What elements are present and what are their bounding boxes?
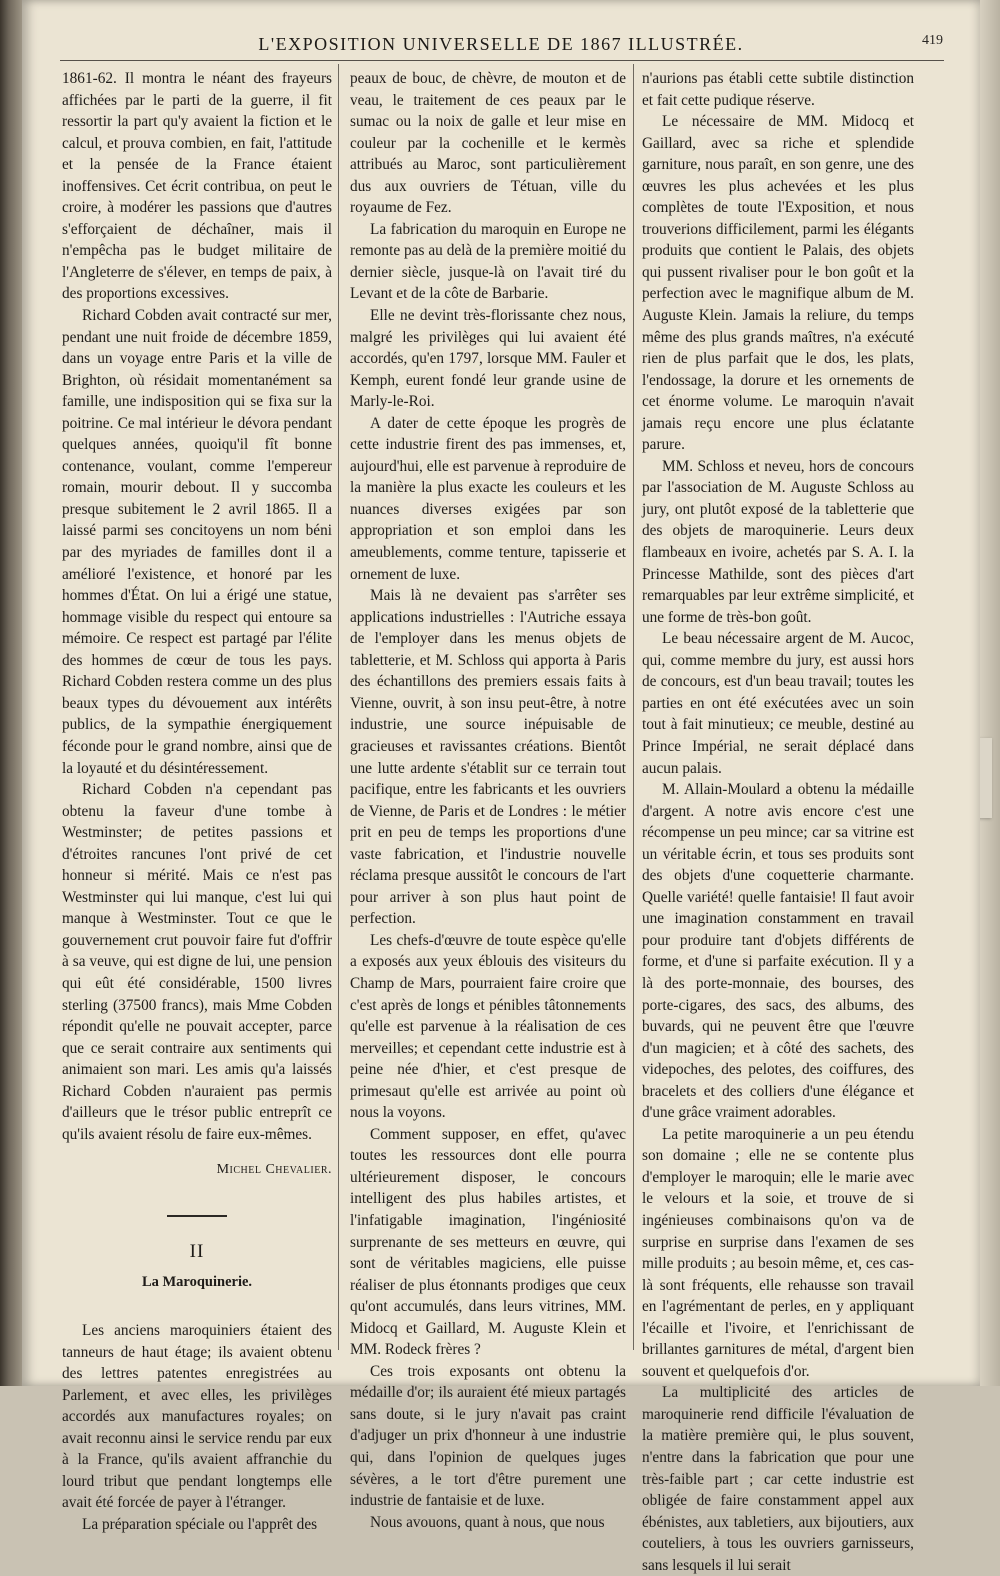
paragraph: Les chefs-d'œuvre de toute espèce qu'elle a exposés aux yeux éblouis des visiteurs du Champ de Mars, pourraient faire croire que c'est après de longs et pénibles tâtonnements qu'elle est parvenue à la réalisation de ces merveilles; et cependant cette industrie est à peine née d'hier, et c'est presque de primesaut qu'elle est arrivée au point où nous la voyons. — [350, 931, 626, 1122]
paragraph: La préparation spéciale ou l'apprêt des — [82, 1515, 318, 1533]
paragraph: Le beau nécessaire argent de M. Aucoc, qui, comme membre du jury, est aussi hors de concours, est d'un beau travail; toutes les parties en ont été exécutées avec un soin tout à fait minutieux; ce meuble, destiné au Prince Impérial, ne serait déplacé dans aucun palais. — [642, 630, 914, 777]
running-header: L'EXPOSITION UNIVERSELLE DE 1867 ILLUSTRÉE. — [258, 34, 744, 54]
column-rule-2 — [633, 64, 634, 1350]
paragraph: A dater de cette époque les progrès de cette industrie firent des pas immenses, et, aujourd'hui, elle est parvenue à reproduire de la manière la plus exacte les couleurs et les nuances diverses exigées par son appropriation et son emploi dans les ameublements, comme tenture, tapisserie et ornement de luxe. — [350, 414, 626, 583]
header-rule — [60, 60, 944, 61]
paragraph: Le nécessaire de MM. Midocq et Gaillard, avec sa riche et splendide garniture, nous paraît, en son genre, une des œuvres les plus achevées et les plus complètes de toute l'Exposition, et nous trouverions difficilement, parmi les élégants produits que contient le Palais, des objets qui pussent rivaliser pour le bon goût et la perfection avec le magnifique album de M. Auguste Klein. Jamais la reliure, du temps même des plus grands maîtres, n'a exécuté rien de plus parfait que le dos, les plats, l'endossage, la dorure et les ornements de cet énorme volume. Le maroquin n'avait jamais reçu encore une plus éclatante parure. — [642, 113, 914, 454]
page-edge — [980, 0, 1000, 1386]
text-column-1 — [62, 68, 332, 1535]
paragraph: n'aurions pas établi cette subtile distinction et fait cette pudique réserve. — [642, 70, 914, 109]
paragraph: La multiplicité des articles de maroquinerie rend difficile l'évaluation de la matière première qui, le plus souvent, n'entre dans la fabrication que pour une très-faible part ; car cette industrie est obligée de faire constamment appel aux ébénistes, aux tabletiers, aux bijoutiers, aux couteliers, à tous les ouvriers garnisseurs, sans lesquels il lui serait — [642, 1384, 914, 1574]
author-signature: Michel Chevalier. — [216, 1162, 332, 1178]
paragraph: Nous avouons, quant à nous, que nous — [370, 1513, 605, 1531]
page-number: 419 — [922, 33, 943, 48]
section-title: La Maroquinerie. — [141, 1274, 253, 1291]
paragraph: La fabrication du maroquin en Europe ne remonte pas au delà de la première moitié du dernier siècle, jusque-là on l'avait tiré du Levant et de la côte de Barbarie. — [350, 220, 626, 303]
paragraph: Ces trois exposants ont obtenu la médaille d'or; ils auraient été mieux partagés sans doute, si le jury n'avait pas craint d'adjuger un prix d'honneur à une industrie qui, dans l'opinion de quelques juges sévères, a le tort d'être purement une industrie de fantaisie et de luxe. — [350, 1362, 626, 1510]
paragraph: Les anciens maroquiniers étaient des tanneurs de haut étage; ils avaient obtenu des lettres patentes enregistrées au Parlement, et avec elles, les privilèges accordés aux manufactures royales; on avait reconnu ainsi le service rendu par eux à la France, qu'ils avaient affranchie du lourd tribut que pendant longtemps elle avait été forcée de payer à l'étranger. — [62, 1321, 332, 1512]
paragraph: peaux de bouc, de chèvre, de mouton et de veau, le traitement de ces peaux par le sumac ou la noix de galle et leur mise en couleur par la cochenille et le kermès attribués au Maroc, sont particulièrement dus aux ouvriers de Tétuan, ville du royaume de Fez. — [350, 70, 626, 217]
text-column-3 — [642, 68, 914, 1576]
paragraph: Mais là ne devaient pas s'arrêter ses applications industrielles : l'Autriche essaya de l'employer dans les menus objets de tabletterie, et M. Schloss qui apporta à Paris des échantillons des premiers essais faits à Vienne, ouvrit, à son insu peut-être, à notre industrie, une source inépuisable de gracieuses et ravissantes créations. Bientôt une lutte ardente s'établit sur ce terrain tout pacifique, entre les fabricants et les ouvriers de Vienne, de Paris et de Londres : le métier prit en peu de temps les proportions d'une vaste fabrication, et l'industrie nouvelle réclama presque aussitôt le concours de l'art pour arriver à son plus haut point de perfection. — [350, 587, 626, 928]
book-gutter — [0, 0, 22, 1386]
text-column-2 — [350, 68, 626, 1533]
paragraph: Comment supposer, en effet, qu'avec toutes les ressources dont elle pourra ultérieurement disposer, le concours intelligent des plus habiles artistes, et l'infatigable imagination, l'ingéniosité surprenante de ses metteurs en œuvre, qui sont de véritables magiciens, elle puisse réaliser de plus étonnants prodiges que ceux qu'ont accumulés, dans leurs vitrines, MM. Midocq et Gaillard, M. Auguste Klein et MM. Rodeck frères ? — [350, 1125, 626, 1359]
document-page — [22, 0, 980, 1574]
paragraph: Richard Cobden avait contracté sur mer, pendant une nuit froide de décembre 1859, dans un voyage entre Paris et la ville de Brighton, où résidait momentanément sa famille, une indisposition qui se fixa sur la poitrine. Ce mal intérieur le dévora pendant quelques années, quoiqu'il fît bonne contenance, voulant, comme l'empereur romain, mourir debout. Il y succomba presque subitement le 2 avril 1865. Il a laissé parmi ses concitoyens un nom béni par des myriades de familles dont il a amélioré l'existence, et honoré par les hommes d'État. On lui a érigé une statue, hommage visible du respect qui entoure sa mémoire. Ce respect est partagé par l'élite des hommes de cœur de tous les pays. Richard Cobden restera comme un des plus beaux types du dévouement aux intérêts publics, de la sympathie énergiquement féconde pour le grand nombre, ainsi que de la loyauté et du désintéressement. — [62, 307, 332, 777]
section-separator — [167, 1215, 227, 1217]
paragraph: M. Allain-Moulard a obtenu la médaille d'argent. A notre avis encore c'est une récompense un peu mince; car sa vitrine est un véritable écrin, et tous ses produits sont des objets d'une coquetterie charmante. Quelle variété! quelle fantaisie! Il faut avoir une imagination constamment en travail pour produire tant d'objets différents de forme, et d'une si parfaite exécution. Il y a là des porte-monnaie, des bourses, des porte-cigares, des sacs, des albums, des buvards, qui ne peuvent être que l'œuvre d'un magicien; et à côté des sachets, des videpoches, des pelotes, des coiffures, des bracelets et des colliers d'une élégance et d'une grâce vraiment adorables. — [642, 781, 914, 1122]
paragraph: Elle ne devint très-florissante chez nous, malgré les privilèges qui lui avaient été accordés, qu'en 1797, lorsque MM. Fauler et Kemph, eurent fondé leur grande usine de Marly-le-Roi. — [350, 307, 626, 411]
paragraph: 1861-62. Il montra le néant des frayeurs affichées par le parti de la guerre, il fit ressortir la part qu'y avaient la fiction et le calcul, et prouva combien, en fait, l'attitude et la pensée de la France étaient inoffensives. Cet écrit contribua, on peut le croire, à modérer les passions que d'autres s'efforçaient de déchaîner, mais il n'empêcha pas le budget militaire de l'Angleterre de s'élever, en temps de paix, à des proportions excessives. — [62, 70, 332, 303]
paragraph: MM. Schloss et neveu, hors de concours par l'association de M. Auguste Schloss au jury, ont plutôt exposé de la tabletterie que des objets de maroquinerie. Leurs deux flambeaux en ivoire, achetés par S. A. I. la Princesse Mathilde, sont des pièces d'art remarquables par leur extrême simplicité, et une forme de très-bon goût. — [642, 457, 914, 626]
paragraph: Richard Cobden n'a cependant pas obtenu la faveur d'une tombe à Westminster; de petites passions et d'étroites rancunes l'ont privé de cet honneur si mérité. Mais ce n'est pas Westminster qui lui manque, c'est lui qui manque à Westminster. Tout ce que le gouvernement crut pouvoir faire fut d'offrir à sa veuve, qui est digne de lui, une pension qui eût été considérable, 1500 livres sterling (37500 francs), mais Mme Cobden répondit qu'elle ne pouvait accepter, parce que ce serait contraire aux sentiments qui animaient son mari. Les amis qu'a laissés Richard Cobden n'auraient pas permis d'ailleurs que le trésor public entreprît ce qu'ils avaient résolu de faire eux-mêmes. — [62, 781, 332, 1143]
section-number: II — [189, 1240, 205, 1262]
column-rule-1 — [338, 64, 339, 1350]
paragraph: La petite maroquinerie a un peu étendu son domaine ; elle ne se contente plus d'employer le maroquin; elle le marie avec le velours et la soie, et trouve de si ingénieuses combinaisons qu'on va de surprise en surprise dans l'examen de ses mille produits ; au besoin même, et, ces cas-là sont fréquents, elle rehausse son travail en l'agrémentant de perles, en y appliquant l'écaille et l'ivoire, et l'enrichissant de brillantes garnitures de métal, d'argent bien souvent et quelquefois d'or. — [642, 1125, 914, 1380]
